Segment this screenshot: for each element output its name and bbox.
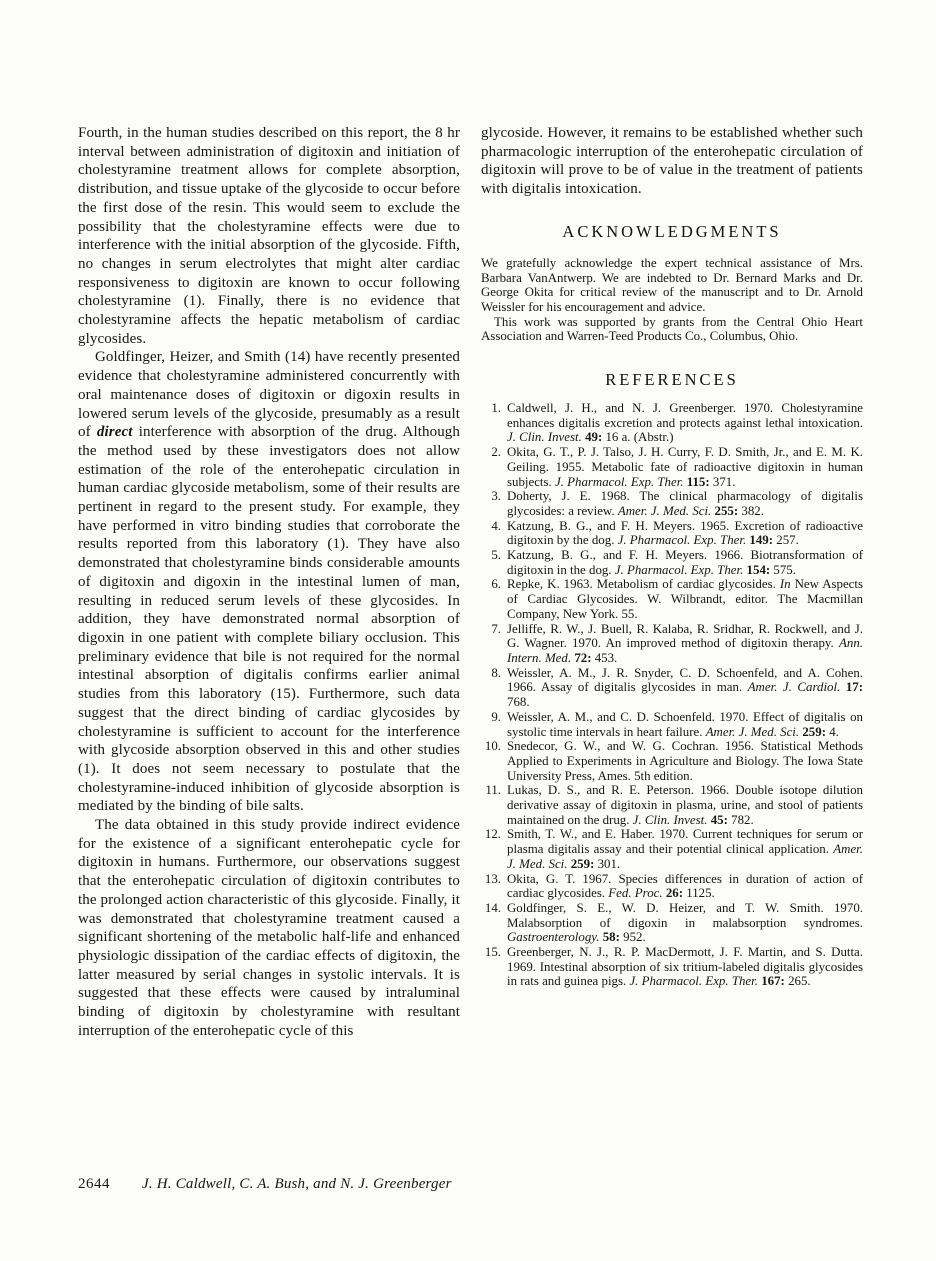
bold-text: 149: bbox=[749, 533, 774, 548]
text-run: 4. bbox=[826, 724, 839, 739]
article-body bbox=[78, 124, 863, 1040]
text-run: Fourth, in the human studies described on this report, the 8 hr interval between administration of digitoxin and initiation of cholestyramine treatment allows for complete absorption, distribution, and tissue uptake of the glycoside to occur before the first dose of the resin. This would seem to exclude the possibility that the cholestyramine effects were due to interference with the initial absorption of the glycoside. Fifth, no changes in serum electrolytes that might alter cardiac responsiveness to digitoxin are known to occur following cholestyramine (1). Finally, there is no evidence that cholestyramine affects the hepatic metabolism of cardiac glycosides. bbox=[78, 125, 460, 347]
text-run: 768. bbox=[507, 695, 530, 710]
text-run: Greenberger, N. J., R. P. MacDermott, J. F. Martin, and S. Dutta. 1969. Intestinal absorption of six tritium-labeled digitalis glycosides in rats and guinea pigs. bbox=[507, 945, 863, 989]
reference-text bbox=[507, 901, 863, 945]
italic-text: Amer. J. Med. Sci. bbox=[507, 842, 863, 871]
bold-text: 58: bbox=[602, 930, 620, 945]
text-run: Smith, T. W., and E. Haber. 1970. Current techniques for serum or plasma digitalis assay and their potential clinical application. bbox=[507, 827, 863, 857]
italic-text: Amer. J. Cardiol. bbox=[747, 680, 841, 695]
bold-text: 17: bbox=[845, 680, 864, 695]
text-run: Caldwell, J. H., and N. J. Greenberger. 1970. Cholestyramine enhances digitalis excretion and protects against lethal intoxication. bbox=[507, 401, 863, 430]
paragraph-continuation bbox=[481, 124, 863, 199]
reference-text bbox=[507, 445, 863, 489]
reference-item bbox=[481, 739, 863, 783]
acknowledgments-heading: ACKNOWLEDGMENTS bbox=[562, 221, 782, 241]
reference-number: 7. bbox=[491, 621, 501, 636]
reference-item bbox=[481, 827, 863, 871]
italic-text: Amer. J. Med. Sci. bbox=[705, 724, 800, 739]
text-run: Okita, G. T. 1967. Species differences in duration of action of cardiac glycosides. bbox=[507, 871, 863, 901]
reference-text bbox=[507, 872, 863, 901]
italic-text: Gastroenterology. bbox=[507, 930, 600, 945]
references-heading: REFERENCES bbox=[605, 370, 739, 390]
text-run: 782. bbox=[727, 812, 754, 827]
bold-text: 259: bbox=[802, 724, 826, 739]
text-run: Okita, G. T., P. J. Talso, J. H. Curry, F. D. Smith, Jr., and E. M. K. Geiling. 1955. Metabolic fate of radioactive digitoxin in human subjects. bbox=[507, 445, 863, 489]
bold-text: 167: bbox=[761, 974, 785, 989]
text-run: 265. bbox=[784, 974, 811, 989]
text-run: Weissler, A. M., J. R. Snyder, C. D. Schoenfeld, and A. Cohen. 1966. Assay of digitalis glycosides in man. bbox=[507, 665, 863, 695]
text-run: 16 a. (Abstr.) bbox=[602, 430, 674, 445]
reference-item bbox=[481, 519, 863, 548]
reference-number: 5. bbox=[491, 548, 501, 563]
reference-item bbox=[481, 577, 863, 621]
reference-text bbox=[507, 401, 863, 445]
reference-text bbox=[507, 710, 863, 739]
page-footer bbox=[78, 1176, 863, 1193]
bold-text: 154: bbox=[746, 562, 771, 577]
text-run: Repke, K. 1963. Metabolism of cardiac glycosides. bbox=[507, 577, 780, 592]
italic-text: J. Pharmacol. Exp. Ther. bbox=[629, 974, 758, 989]
text-run: 371. bbox=[709, 474, 736, 489]
references-list bbox=[481, 401, 863, 989]
italic-text: J. Clin. Invest. bbox=[632, 812, 708, 827]
text-run: Lukas, D. S., and R. E. Peterson. 1966. Double isotope dilution derivative assay of digitoxin in plasma, urine, and stool of patients maintained on the drug. bbox=[507, 783, 863, 827]
running-authors: J. H. Caldwell, C. A. Bush, and N. J. Greenberger bbox=[142, 1176, 452, 1192]
reference-text bbox=[507, 666, 863, 710]
text-run: 453. bbox=[591, 650, 618, 665]
text-run: Goldfinger, Heizer, and Smith (14) have recently presented evidence that cholestyramine administered concurrently with oral maintenance doses of digitoxin or digoxin results in lowered serum levels of the glycoside, presumably as a result of bbox=[78, 349, 460, 441]
text-run: Weissler, A. M., and C. D. Schoenfeld. 1970. Effect of digitalis on systolic time intervals in heart failure. bbox=[507, 709, 863, 739]
text-run: Jelliffe, R. W., J. Buell, R. Kalaba, R. Sridhar, R. Rockwell, and J. G. Wagner. 1970. An improved method of digitoxin therapy. bbox=[507, 621, 863, 651]
text-run: Katzung, B. G., and F. H. Meyers. 1966. Biotransformation of digitoxin in the dog. bbox=[507, 548, 863, 577]
text-run: 301. bbox=[594, 856, 621, 871]
reference-item bbox=[481, 666, 863, 710]
reference-number: 3. bbox=[491, 489, 501, 504]
reference-item bbox=[481, 445, 863, 489]
acknowledgments-paragraph: We gratefully acknowledge the expert technical assistance of Mrs. Barbara VanAntwerp. We are indebted to Dr. Bernard Marks and Dr. George Okita for critical review of the manuscript and to Dr. Arnold Weissler for his encouragement and advice. bbox=[481, 255, 863, 314]
reference-text bbox=[507, 519, 863, 548]
italic-text: Amer. J. Med. Sci. bbox=[617, 503, 712, 518]
italic-text: Ann. Intern. Med. bbox=[507, 636, 863, 665]
reference-text bbox=[507, 577, 863, 621]
reference-number: 15. bbox=[484, 945, 501, 960]
reference-item bbox=[481, 901, 863, 945]
left-column bbox=[78, 124, 460, 1040]
paragraph bbox=[78, 348, 460, 816]
reference-text bbox=[507, 945, 863, 989]
reference-item bbox=[481, 945, 863, 989]
reference-number: 9. bbox=[491, 709, 501, 724]
text-run: 1125. bbox=[683, 886, 715, 901]
reference-number: 13. bbox=[484, 871, 501, 886]
bold-text: 259: bbox=[570, 856, 595, 871]
reference-number: 1. bbox=[491, 401, 501, 416]
reference-item bbox=[481, 872, 863, 901]
reference-text bbox=[507, 827, 863, 871]
reference-number: 14. bbox=[484, 900, 501, 915]
bold-text: 45: bbox=[710, 812, 728, 827]
text-run: 257. bbox=[773, 533, 799, 548]
acknowledgments-paragraph: This work was supported by grants from the Central Ohio Heart Association and Warren-Teed Products Co., Columbus, Ohio. bbox=[481, 314, 863, 344]
page-number: 2644 bbox=[78, 1176, 110, 1192]
bold-text: 26: bbox=[665, 886, 684, 901]
text-run: 952. bbox=[619, 930, 646, 945]
reference-item bbox=[481, 489, 863, 518]
text-run: Snedecor, G. W., and W. G. Cochran. 1956. Statistical Methods Applied to Experiments in Agriculture and Biology. The Iowa State University Press, Ames. 5th edition. bbox=[507, 739, 863, 783]
bold-text: 255: bbox=[714, 503, 739, 518]
text-run: 575. bbox=[770, 562, 796, 577]
text-run: Katzung, B. G., and F. H. Meyers. 1965. Excretion of radioactive digitoxin by the dog. bbox=[507, 518, 863, 548]
bold-text: 115: bbox=[686, 474, 710, 489]
reference-text bbox=[507, 783, 863, 827]
reference-number: 4. bbox=[491, 518, 501, 533]
reference-text bbox=[507, 548, 863, 577]
reference-number: 10. bbox=[484, 739, 501, 754]
italic-text: Fed. Proc. bbox=[608, 886, 663, 901]
reference-number: 12. bbox=[484, 827, 501, 842]
text-run: The data obtained in this study provide indirect evidence for the existence of a significant enterohepatic cycle for digitoxin in humans. Furthermore, our observations suggest that the enterohepatic circulation of digitoxin contributes to the prolonged action characteristic of this glycoside. Finally, it was demonstrated that cholestyramine treatment caused a significant shortening of the metabolic half-life and enhanced physiologic dissipation of the cardiac effects of digitoxin, the latter measured by serial changes in systolic intervals. It is suggested that these effects were caused by intraluminal binding of digitoxin by cholestyramine with resultant interruption of the enterohepatic cycle of this bbox=[78, 817, 460, 1039]
reference-number: 2. bbox=[491, 445, 501, 460]
reference-item bbox=[481, 548, 863, 577]
reference-text bbox=[507, 489, 863, 518]
reference-number: 8. bbox=[491, 665, 501, 680]
reference-number: 6. bbox=[491, 577, 501, 592]
italic-text: In bbox=[779, 577, 791, 592]
text-run: glycoside. However, it remains to be established whether such pharmacologic interruption of the enterohepatic circulation of digitoxin will prove to be of value in the treatment of patients with digitalis intoxication. bbox=[481, 125, 863, 198]
italic-text: J. Pharmacol. Exp. Ther. bbox=[617, 533, 747, 548]
bold-text: 49: bbox=[585, 430, 603, 445]
reference-item bbox=[481, 710, 863, 739]
italic-text: J. Pharmacol. Exp. Ther. bbox=[554, 474, 684, 489]
italic-text: direct bbox=[96, 424, 133, 441]
paragraph bbox=[78, 124, 460, 348]
reference-number: 11. bbox=[485, 783, 501, 798]
right-column bbox=[481, 124, 863, 1040]
text-run: New Aspects of Cardiac Glycosides. W. Wilbrandt, editor. The Macmillan Company, New York. 55. bbox=[507, 577, 864, 621]
reference-item bbox=[481, 401, 863, 445]
text-run: Goldfinger, S. E., W. D. Heizer, and T. W. Smith. 1970. Malabsorption of digoxin in malabsorption syndromes. bbox=[507, 900, 863, 930]
text-run: Doherty, J. E. 1968. The clinical pharmacology of digitalis glycosides: a review. bbox=[507, 489, 863, 518]
paragraph bbox=[78, 816, 460, 1040]
italic-text: J. Clin. Invest. bbox=[507, 430, 582, 445]
italic-text: J. Pharmacol. Exp. Ther. bbox=[614, 562, 744, 577]
text-run: interference with absorption of the drug. Although the method used by these investigators does not allow estimation of the role of the enterohepatic circulation in human cardiac glycoside metabolism, some of their results are pertinent in regard to the present study. For example, they have performed in vitro binding studies that corroborate the results reported from this laboratory (1). They have also demonstrated that cholestyramine binds considerable amounts of digitoxin and digoxin in the intestinal lumen of man, resulting in reduced serum levels of these glycosides. In addition, they have demonstrated normal absorption of digoxin in one patient with complete biliary occlusion. This preliminary evidence that bile is not required for the normal intestinal absorption of digitalis confirms earlier animal studies from this laboratory (15). Furthermore, such data suggest that the direct binding of cardiac glycosides by cholestyramine is sufficient to account for the interference with glycoside absorption observed in this and other studies (1). It does not seem necessary to postulate that the cholestyramine-induced inhibition of glycoside absorption is mediated by the binding of bile salts. bbox=[78, 424, 460, 815]
reference-item bbox=[481, 783, 863, 827]
reference-item bbox=[481, 622, 863, 666]
text-run: 382. bbox=[738, 503, 764, 518]
reference-text bbox=[507, 739, 863, 783]
reference-text bbox=[507, 622, 863, 666]
bold-text: 72: bbox=[574, 650, 592, 665]
